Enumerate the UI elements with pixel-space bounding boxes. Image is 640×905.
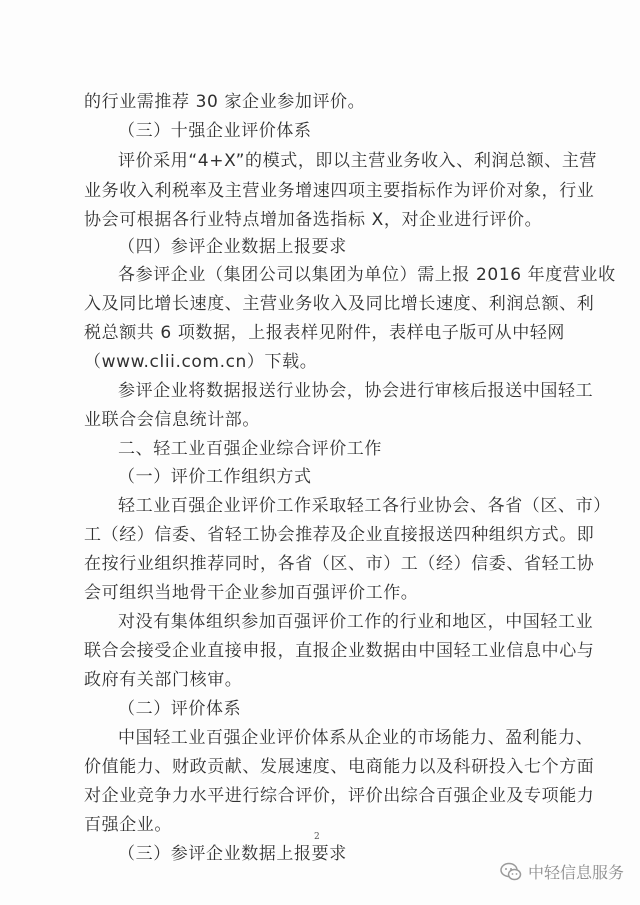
watermark-text: 中轻信息服务	[528, 863, 625, 882]
text-line: 联合会接受企业直接申报，直报企业数据由中国轻工业信息中心与	[84, 641, 595, 661]
text-line: 价值能力、财政贡献、发展速度、电商能力以及科研投入七个方面	[84, 757, 595, 777]
section-heading: （二）评价体系	[118, 699, 242, 719]
text-line: 入及同比增长速度、主营业务收入及同比增长速度、利润总额、利	[84, 294, 595, 314]
text-line: 参评企业将数据报送行业协会，协会进行审核后报送中国轻工	[118, 381, 594, 401]
text-line: 业联合会信息统计部。	[84, 410, 260, 430]
section-heading: （三）十强企业评价体系	[118, 121, 312, 141]
text-line: 协会可根据各行业特点增加备选指标 X，对企业进行评价。	[84, 210, 543, 230]
section-heading: （三）参评企业数据上报要求	[118, 844, 347, 864]
text-line: （www.clii.com.cn）下载。	[84, 352, 318, 372]
section-heading: （一）评价工作组织方式	[118, 467, 312, 487]
section-heading: （四）参评企业数据上报要求	[118, 237, 347, 257]
text-line: 各参评企业（集团公司以集团为单位）需上报 2016 年度营业收	[118, 265, 616, 285]
page-number: 2	[314, 832, 320, 842]
text-line: 百强企业。	[84, 815, 172, 835]
text-line: 工（经）信委、省轻工协会推荐及企业直接报送四种组织方式。即	[84, 525, 595, 545]
text-line: 的行业需推荐 30 家企业参加评价。	[84, 92, 366, 112]
text-line: 在按行业组织推荐同时，各省（区、市）工（经）信委、省轻工协	[84, 554, 595, 574]
wechat-icon	[500, 862, 522, 882]
text-line: 对没有集体组织参加百强评价工作的行业和地区，中国轻工业	[118, 612, 594, 632]
text-line: 会可组织当地骨干企业参加百强评价工作。	[84, 583, 419, 603]
text-line: 业务收入利税率及主营业务增速四项主要指标作为评价对象，行业	[84, 181, 595, 201]
text-line: 税总额共 6 项数据，上报表样见附件，表样电子版可从中轻网	[84, 323, 566, 343]
text-line: 评价采用“4+X”的模式，即以主营业务收入、利润总额、主营	[118, 151, 598, 171]
watermark	[500, 860, 624, 883]
text-line: 中国轻工业百强企业评价体系从企业的市场能力、盈利能力、	[118, 728, 594, 748]
section-heading: 二、轻工业百强企业综合评价工作	[118, 439, 382, 459]
text-line: 轻工业百强企业评价工作采取轻工各行业协会、各省（区、市）	[118, 496, 611, 516]
text-line: 对企业竞争力水平进行综合评价，评价出综合百强企业及专项能力	[84, 786, 595, 806]
text-line: 政府有关部门核审。	[84, 670, 243, 690]
